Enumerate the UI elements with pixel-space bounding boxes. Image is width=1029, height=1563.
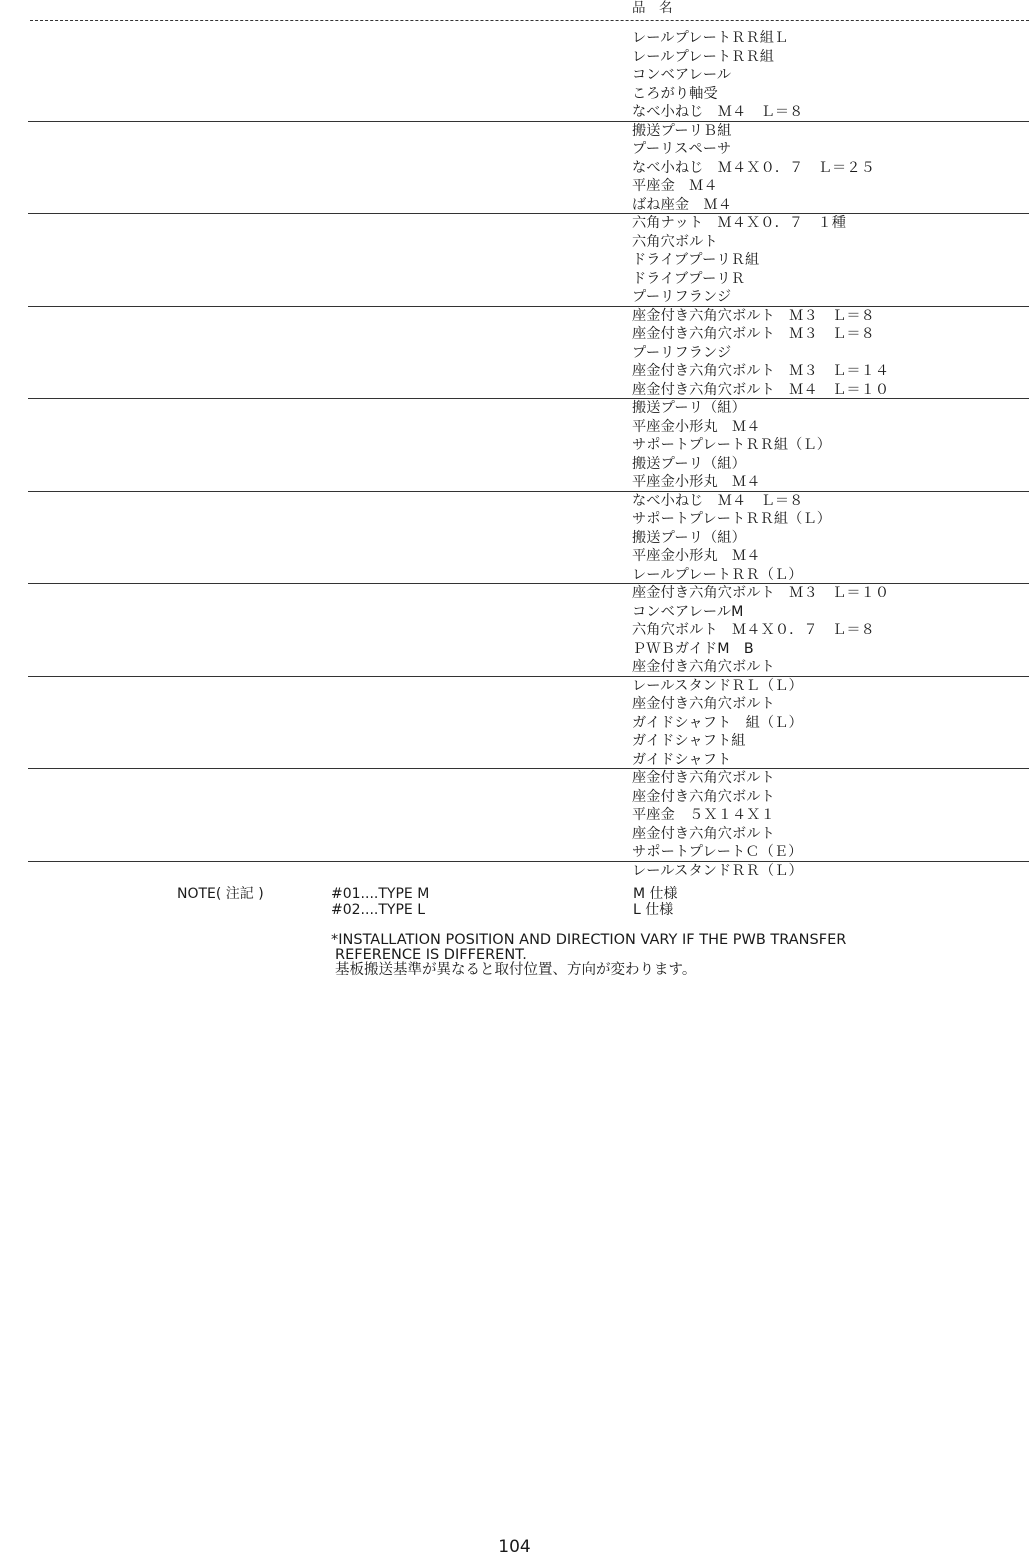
header-dashed-divider (30, 20, 1029, 21)
part-name-item: 搬送プーリ（組） (632, 400, 746, 416)
part-name-item: コンベアレールM (632, 603, 744, 620)
part-name-item: ばね座金 Ｍ４ (632, 196, 733, 213)
parts-group (0, 584, 1029, 677)
part-name-item: 座金付き六角穴ボルト (632, 770, 775, 786)
part-name-item: なべ小ねじ Ｍ４ Ｌ＝８ (632, 492, 804, 509)
part-name-item: サポートプレートＣ（Ｅ） (632, 844, 803, 860)
part-name-item: 座金付き六角穴ボルト (632, 696, 775, 712)
part-name-item: ドライブプーリＲ組 (632, 252, 760, 268)
part-name-item: プーリフランジ (632, 289, 732, 305)
type-spec-m: M 仕様 (633, 886, 678, 902)
parts-group (0, 29, 1029, 122)
page-number: 104 (498, 1537, 531, 1557)
part-name-item: サポートプレートＲＲ組（Ｌ） (632, 437, 832, 453)
part-name-item: レールスタンドＲＬ（Ｌ） (632, 677, 803, 694)
part-name-item: 平座金小形丸 Ｍ４ (632, 418, 761, 435)
part-name-item: 六角穴ボルト Ｍ４Ｘ０．７ Ｌ＝８ (632, 622, 875, 638)
parts-group (0, 677, 1029, 770)
parts-group (0, 399, 1029, 492)
parts-group (0, 214, 1029, 307)
parts-group (0, 307, 1029, 400)
part-name-item: サポートプレートＲＲ組（Ｌ） (632, 511, 832, 527)
parts-group (0, 492, 1029, 585)
type-code-m: #01....TYPE M (331, 886, 430, 902)
part-name-item: 座金付き六角穴ボルト Ｍ３ Ｌ＝８ (632, 326, 875, 342)
part-name-item: プーリフランジ (632, 344, 732, 361)
part-name-item: 平座金 Ｍ４ (632, 178, 718, 194)
part-name-item: 座金付き六角穴ボルト (632, 788, 775, 805)
part-name-item: レールプレートＲＲ（Ｌ） (632, 566, 803, 583)
part-name-item: 座金付き六角穴ボルト Ｍ３ Ｌ＝１４ (632, 363, 890, 379)
part-name-item: コンベアレール (632, 67, 732, 83)
remark-english-line-1: *INSTALLATION POSITION AND DIRECTION VARY IF THE PWB TRANSFER (331, 932, 847, 948)
part-name-item: レールプレートＲＲ組Ｌ (632, 30, 789, 46)
part-name-item: ガイドシャフト 組（Ｌ） (632, 714, 803, 731)
part-name-item: 搬送プーリ（組） (632, 455, 746, 472)
part-name-item: プーリスペーサ (632, 141, 732, 157)
part-name-item: 平座金小形丸 Ｍ４ (632, 548, 761, 564)
part-name-item: 搬送プーリ（組） (632, 529, 746, 546)
part-name-item: 座金付き六角穴ボルト Ｍ３ Ｌ＝１０ (632, 585, 890, 601)
type-code-l: #02....TYPE L (331, 902, 425, 918)
remark-japanese: 基板搬送基準が異なると取付位置、方向が変わります。 (335, 962, 697, 978)
part-name-item: ドライブプーリＲ (632, 270, 746, 287)
part-name-item: なべ小ねじ Ｍ４ Ｌ＝８ (632, 104, 804, 120)
parts-group (0, 122, 1029, 215)
parts-group (0, 769, 1029, 862)
part-name-item: 六角穴ボルト (632, 233, 718, 250)
part-name-item: ＰＷＢガイドM B (632, 640, 754, 657)
part-name-item: ガイドシャフト (632, 751, 732, 768)
part-name-item: 座金付き六角穴ボルト (632, 659, 775, 675)
part-name-item: 平座金小形丸 Ｍ４ (632, 474, 761, 490)
note-label: NOTE( 注記 ) (177, 886, 264, 902)
part-name-item: 六角ナット Ｍ４Ｘ０．７ １種 (632, 215, 847, 231)
part-name-item: 搬送プーリＢ組 (632, 122, 732, 139)
part-name-item: なべ小ねじ Ｍ４Ｘ０．７ Ｌ＝２５ (632, 159, 875, 176)
parts-list (0, 29, 1029, 954)
remark-english-line-2: REFERENCE IS DIFFERENT. (335, 947, 527, 963)
part-name-item: 平座金 ５Ｘ１４Ｘ１ (632, 807, 775, 823)
part-name-item: 座金付き六角穴ボルト (632, 825, 775, 842)
type-spec-l: L 仕様 (633, 902, 674, 918)
part-name-item: ガイドシャフト組 (632, 733, 746, 749)
part-name-column-header: 品 名 (632, 0, 673, 16)
part-name-item: 座金付き六角穴ボルト Ｍ４ Ｌ＝１０ (632, 381, 890, 398)
part-name-item: レールスタンドＲＲ（Ｌ） (632, 862, 803, 879)
part-name-item: ころがり軸受 (632, 85, 718, 102)
part-name-item: 座金付き六角穴ボルト Ｍ３ Ｌ＝８ (632, 307, 875, 324)
part-name-item: レールプレートＲＲ組 (632, 48, 775, 65)
parts-list-header (0, 0, 1029, 20)
